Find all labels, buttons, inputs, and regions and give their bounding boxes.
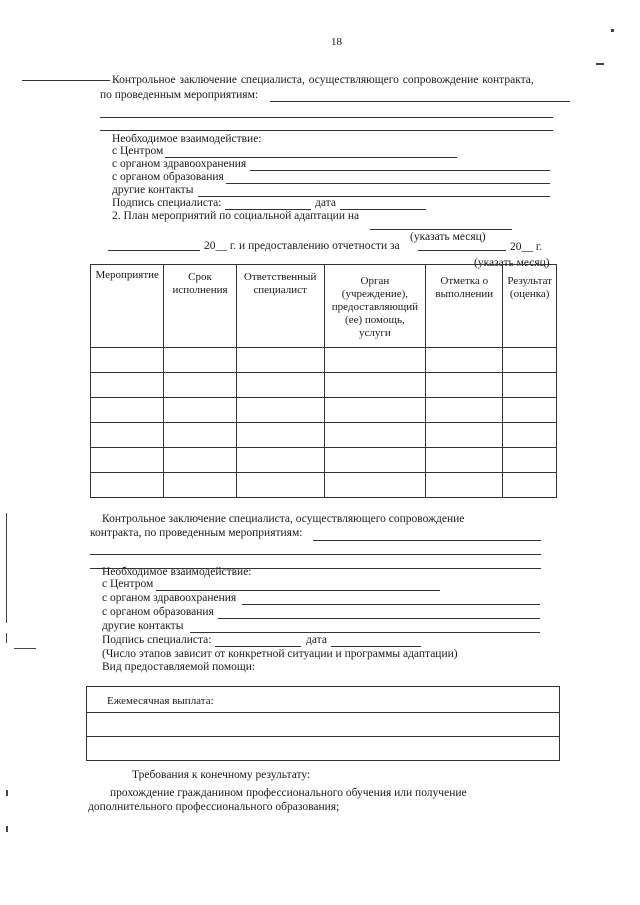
table-cell <box>503 348 557 373</box>
table-cell <box>324 348 425 373</box>
table-cell <box>91 473 164 498</box>
table-cell <box>503 423 557 448</box>
date2-field <box>331 646 421 647</box>
plan-heading: 2. План мероприятий по социальной адаптации на <box>112 210 360 222</box>
signature2-label: Подпись специалиста: <box>102 634 212 646</box>
plan-month-field <box>370 229 512 230</box>
with-health-label: с органом здравоохранения <box>112 158 247 170</box>
conclusion-line2: по проведенным мероприятиям: <box>100 89 259 101</box>
with-center2-label: с Центром <box>102 578 154 590</box>
table-cell <box>324 373 425 398</box>
header-organization: Орган (учреждение), предоставляющий (ее) помощь, услуги <box>324 265 425 348</box>
interaction2-heading: Необходимое взаимодействие: <box>102 566 252 578</box>
conclusion2-line1: Контрольное заключение специалиста, осуществляющего сопровождение <box>102 513 465 525</box>
other-contacts2-label: другие контакты <box>102 620 184 632</box>
table-cell <box>236 423 324 448</box>
table-cell <box>503 473 557 498</box>
table-cell <box>503 448 557 473</box>
table-cell <box>236 373 324 398</box>
table-row <box>91 373 557 398</box>
scan-mark <box>14 648 36 649</box>
header-result: Результат (оценка) <box>503 265 557 348</box>
requirements-heading: Требования к конечному результату: <box>132 769 311 781</box>
with-center2-field <box>156 590 440 591</box>
table-cell <box>426 348 503 373</box>
plan-report-month-field <box>418 250 506 251</box>
date2-label: дата <box>306 634 327 646</box>
with-health-field <box>250 170 550 171</box>
table-cell <box>324 423 425 448</box>
table-cell <box>236 398 324 423</box>
conclusion-fill-line <box>100 117 553 118</box>
header-responsible: Ответственный специалист <box>236 265 324 348</box>
table-cell <box>91 423 164 448</box>
table-cell <box>164 448 236 473</box>
requirements-line2: дополнительного профессионального образования; <box>88 801 340 813</box>
signature-label: Подпись специалиста: <box>112 197 222 209</box>
header-event: Мероприятие <box>91 265 164 348</box>
plan-month-hint-2: (указать месяц) <box>474 257 550 269</box>
table-cell <box>426 398 503 423</box>
conclusion2-line2: контракта, по проведенным мероприятиям: <box>90 527 303 539</box>
table-cell <box>426 473 503 498</box>
table-cell <box>236 473 324 498</box>
table-row <box>91 423 557 448</box>
table-row <box>91 348 557 373</box>
table-cell <box>324 448 425 473</box>
table-cell <box>91 373 164 398</box>
table-cell <box>91 448 164 473</box>
scan-mark <box>6 826 8 832</box>
table-row <box>91 473 557 498</box>
table-cell <box>164 473 236 498</box>
with-education2-field <box>218 618 540 619</box>
conclusion-fill-line <box>270 101 570 102</box>
table-cell <box>426 373 503 398</box>
other-contacts2-field <box>190 632 540 633</box>
conclusion-fill-line <box>100 130 553 131</box>
left-rule <box>22 80 110 81</box>
other-contacts-field <box>198 196 550 197</box>
table-cell <box>324 398 425 423</box>
payment-row <box>87 737 560 761</box>
date-label: дата <box>315 197 336 209</box>
table-cell <box>426 423 503 448</box>
table-cell <box>164 423 236 448</box>
payment-row <box>87 713 560 737</box>
table-cell <box>91 398 164 423</box>
table-cell <box>503 398 557 423</box>
other-contacts-label: другие контакты <box>112 184 194 196</box>
with-health2-label: с органом здравоохранения <box>102 592 237 604</box>
with-education2-label: с органом образования <box>102 606 214 618</box>
plan-table <box>90 264 557 498</box>
interaction-heading: Необходимое взаимодействие: <box>112 133 262 145</box>
signature2-field <box>215 646 301 647</box>
with-health2-field <box>242 604 540 605</box>
scan-mark <box>6 790 8 796</box>
with-education-label: с органом образования <box>112 171 224 183</box>
stages-note: (Число этапов зависит от конкретной ситуации и программы адаптации) <box>102 648 458 660</box>
requirements-line1: прохождение гражданином профессионального обучения или получение <box>110 787 467 799</box>
table-row <box>91 448 557 473</box>
header-deadline: Срок исполнения <box>164 265 236 348</box>
help-type: Вид предоставляемой помощи: <box>102 661 256 673</box>
scan-mark <box>6 513 7 623</box>
conclusion2-fill-line <box>90 554 541 555</box>
table-cell <box>503 373 557 398</box>
table-cell <box>324 473 425 498</box>
table-cell <box>236 448 324 473</box>
with-center-label: с Центром <box>112 145 164 157</box>
table-cell <box>236 348 324 373</box>
scan-mark <box>596 63 604 65</box>
scan-mark <box>611 29 614 32</box>
table-cell <box>164 373 236 398</box>
table-cell <box>91 348 164 373</box>
plan-year-prefix: 20__ г. и предоставлению отчетности за <box>204 240 400 252</box>
table-cell <box>164 398 236 423</box>
plan-month-hint: (указать месяц) <box>410 231 486 243</box>
table-cell <box>164 348 236 373</box>
payment-table <box>86 686 560 761</box>
conclusion-line1: Контрольное заключение специалиста, осуществляющего сопровождение контракта, <box>112 74 534 86</box>
table-row <box>91 398 557 423</box>
plan-year-suffix: 20__ г. <box>510 241 543 253</box>
plan-year-prefix-field <box>108 250 200 251</box>
payment-label: Ежемесячная выплата: <box>87 687 560 713</box>
conclusion2-fill-line <box>313 540 541 541</box>
with-education-field <box>226 183 550 184</box>
scan-mark <box>6 633 7 643</box>
page-number: 18 <box>331 36 342 48</box>
table-cell <box>426 448 503 473</box>
header-completion-mark: Отметка о выполнении <box>426 265 503 348</box>
